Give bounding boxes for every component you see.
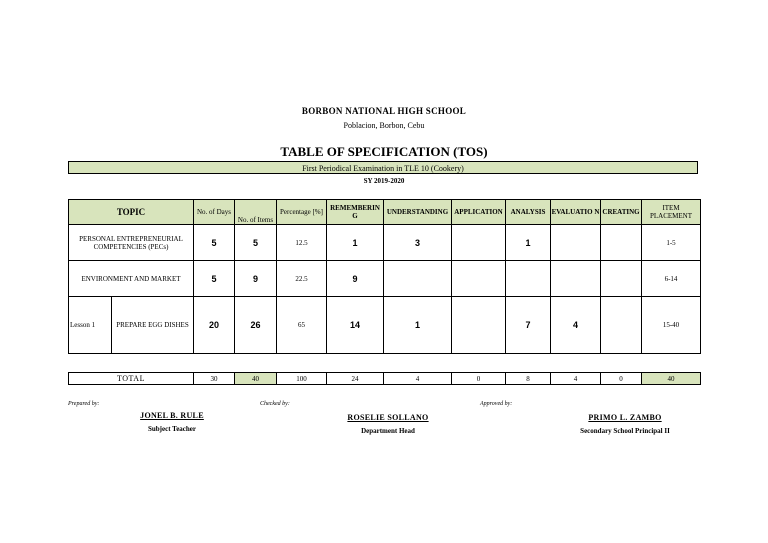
prepared-label: Prepared by: [68,401,100,407]
row-evaluation: 4 [551,297,601,354]
row-days: 5 [194,225,235,261]
header-creating: CREATING [601,200,642,225]
total-days: 30 [194,373,235,385]
row-remembering: 14 [327,297,384,354]
row-creating [601,297,642,354]
header-days: No. of Days [194,200,235,225]
table-row [69,261,701,297]
row-understanding [384,261,452,297]
row-lesson: Lesson 1 [69,297,112,354]
row-topic: ENVIRONMENT AND MARKET [69,261,194,297]
exam-banner: First Periodical Examination in TLE 10 (Cookery) [68,161,698,174]
row-percentage: 22.5 [277,261,327,297]
row-evaluation [551,261,601,297]
row-understanding: 3 [384,225,452,261]
header-understanding: UNDERSTANDING [384,200,452,225]
row-days: 20 [194,297,235,354]
row-application [452,261,506,297]
total-row [69,373,701,385]
row-creating [601,261,642,297]
header-evaluation: EVALUATIO N [551,200,601,225]
checked-name: ROSELIE SOLLANO [347,413,429,422]
row-creating [601,225,642,261]
row-understanding: 1 [384,297,452,354]
checked-label: Checked by: [260,401,290,407]
header-application: APPLICATION [452,200,506,225]
total-items: 40 [235,373,277,385]
total-remembering: 24 [327,373,384,385]
row-percentage: 12.5 [277,225,327,261]
total-table [68,372,701,385]
total-label: TOTAL [69,373,194,385]
total-evaluation: 4 [551,373,601,385]
row-items: 26 [235,297,277,354]
row-placement: 1-5 [642,225,701,261]
row-placement: 6-14 [642,261,701,297]
row-remembering: 1 [327,225,384,261]
header-analysis: ANALYSIS [506,200,551,225]
row-percentage: 65 [277,297,327,354]
prepared-title: Subject Teacher [147,425,197,433]
row-analysis [506,261,551,297]
row-topic: PREPARE EGG DISHES [112,297,194,354]
school-year: SY 2019-2020 [363,177,405,185]
approved-label: Approved by: [480,401,513,407]
prepared-name: JONEL B. RULE [140,411,204,420]
approved-title: Secondary School Principal II [580,427,670,435]
table-row [69,297,701,354]
row-days: 5 [194,261,235,297]
row-analysis: 1 [506,225,551,261]
school-address: Poblacion, Borbon, Cebu [343,121,425,130]
school-name: BORBON NATIONAL HIGH SCHOOL [301,106,467,116]
row-application [452,225,506,261]
total-placement: 40 [642,373,701,385]
header-placement: ITEM PLACEMENT [642,200,701,225]
row-placement: 15-40 [642,297,701,354]
total-analysis: 8 [506,373,551,385]
total-application: 0 [452,373,506,385]
document-title: TABLE OF SPECIFICATION (TOS) [280,144,488,159]
row-topic: PERSONAL ENTREPRENEURIAL COMPETENCIES (PECs) [69,225,194,261]
row-remembering: 9 [327,261,384,297]
total-creating: 0 [601,373,642,385]
total-percentage: 100 [277,373,327,385]
row-items: 9 [235,261,277,297]
header-items: No. of Items [235,200,277,225]
row-analysis: 7 [506,297,551,354]
row-items: 5 [235,225,277,261]
approved-name: PRIMO L. ZAMBO [588,413,662,422]
table-header-row [69,200,701,225]
checked-title: Department Head [361,427,415,435]
header-remembering: REMEMBERIN G [327,200,384,225]
total-understanding: 4 [384,373,452,385]
row-evaluation [551,225,601,261]
row-application [452,297,506,354]
tos-table [68,199,701,354]
table-row [69,225,701,261]
header-percentage: Percentage [%] [277,200,327,225]
header-topic: TOPIC [69,200,194,225]
